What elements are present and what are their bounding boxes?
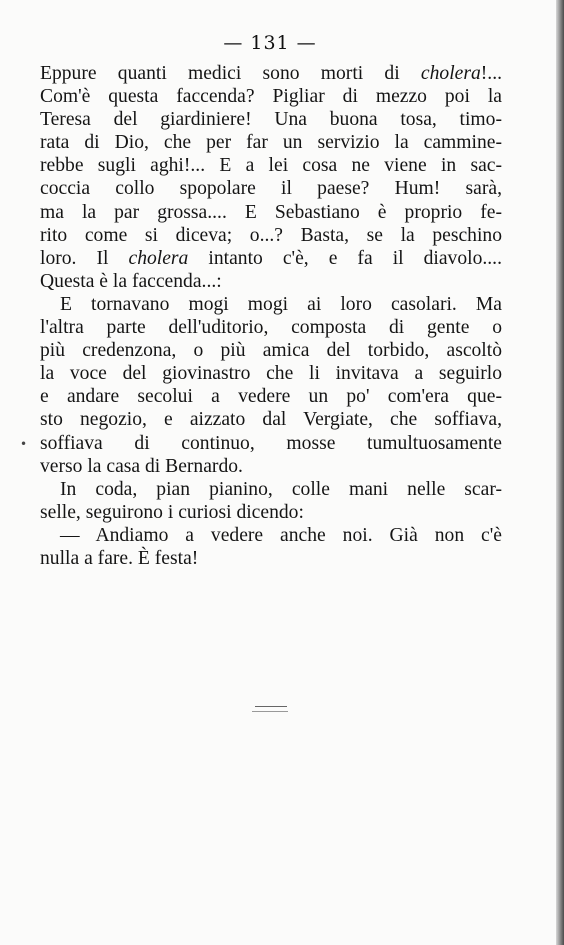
text-line-10: Questa è la faccenda...: — [40, 270, 222, 292]
page-edge-shadow — [556, 0, 564, 945]
text-line-4: rata di Dio, che per far un servizio la cammine- — [40, 132, 502, 154]
text-line-12: l'altra parte dell'uditorio, composta di gente o — [40, 317, 502, 339]
text-line-19: In coda, pian pianino, colle mani nelle scar- — [60, 478, 502, 500]
text-line-6: coccia collo spopolare il paese? Hum! sarà, — [40, 178, 502, 200]
text-line-22: nulla a fare. È festa! — [40, 547, 199, 569]
text-line-3: Teresa del giardiniere! Una buona tosa, timo- — [40, 109, 502, 131]
body-text — [40, 62, 502, 570]
text-line-17: soffiava di continuo, mosse tumultuosamente — [40, 432, 502, 454]
text-line-13: più credenzona, o più amica del torbido, ascoltò — [40, 340, 502, 362]
text-line-18: verso la casa di Bernardo. — [40, 455, 243, 477]
text-line-21: — Andiamo a vedere anche noi. Già non c'è — [60, 524, 502, 546]
text-line-8: rito come si diceva; o...? Basta, se la peschino — [40, 224, 502, 246]
text-line-9: loro. Il cholera intanto c'è, e fa il diavolo.... — [40, 247, 502, 269]
end-rule-lower — [252, 711, 288, 712]
text-line-20: selle, seguirono i curiosi dicendo: — [40, 501, 304, 523]
text-line-1: Eppure quanti medici sono morti di cholera!... — [40, 63, 502, 84]
text-line-7: ma la par grossa.... E Sebastiano è proprio fe- — [40, 201, 502, 223]
text-line-5: rebbe sugli aghi!... E a lei cosa ne viene in sac- — [40, 155, 502, 177]
text-line-11: E tornavano mogi mogi ai loro casolari. Ma — [60, 293, 502, 315]
text-line-14: la voce del giovinastro che li invitava a seguirlo — [40, 363, 502, 385]
text-line-2: Com'è questa faccenda? Pigliar di mezzo poi la — [40, 86, 502, 108]
text-line-15: e andare secolui a vedere un po' com'era que- — [40, 386, 502, 408]
end-rule — [255, 706, 287, 707]
page-number: — 131 — — [223, 32, 317, 54]
text-line-16: sto negozio, e aizzato dal Vergiate, che soffiava, — [40, 409, 502, 431]
margin-mark: • — [20, 437, 28, 451]
